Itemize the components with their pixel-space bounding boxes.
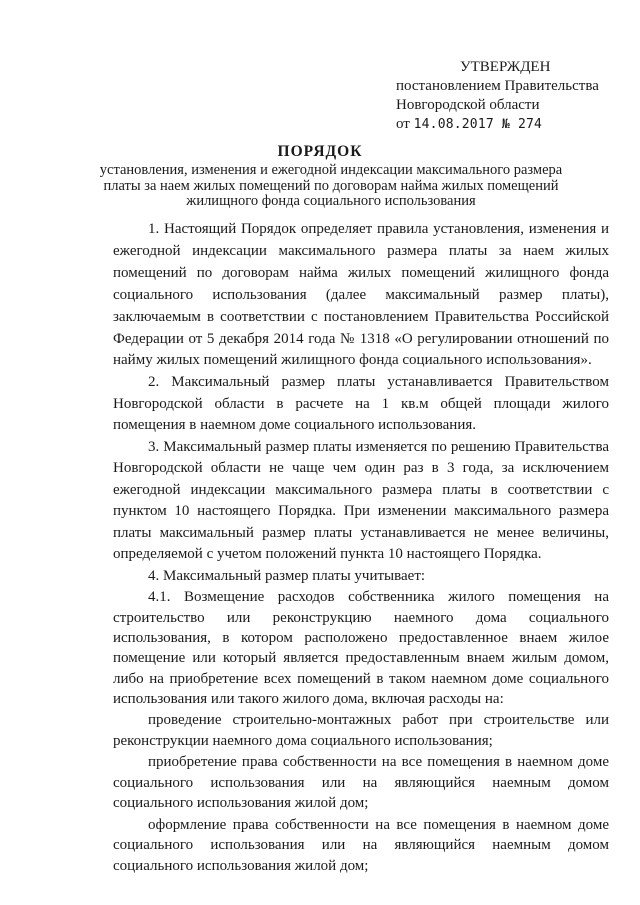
- paragraph-4: 4. Максимальный размер платы учитывает:: [148, 567, 426, 584]
- approval-date-value: 14.08.2017 № 274: [413, 117, 543, 132]
- document-body: [113, 219, 609, 876]
- approval-stamp: [396, 58, 626, 134]
- approval-date-line: [396, 115, 626, 134]
- paragraph-1: 1. Настоящий Порядок определяет правила установления, изменения и ежегодной индексации максимального размера платы за наем жилых помещений по договорам найма жилых помещений жилищного фонда социального использования (далее максимальный размер платы), заключаемым в соответствии с постановлением Правительства Российской Федерации от 5 декабря 2014 года № 1318 «О регулировании отношений по найму жилых помещений жилищного фонда социального использования».: [113, 221, 609, 369]
- approval-heading: УТВЕРЖДЕН: [460, 59, 551, 75]
- approval-date-prefix: от: [396, 116, 410, 132]
- document-subtitle: установления, изменения и ежегодной индексации максимального размера платы за наем жилых помещений по договорам найма жилых помещений жилищного фонда социального использования: [99, 162, 563, 209]
- document-title: ПОРЯДОК: [277, 143, 363, 160]
- paragraph-2: 2. Максимальный размер платы устанавливается Правительством Новгородской области в расчете на 1 кв.м общей площади жилого помещения в наемном доме социального использования.: [113, 374, 609, 434]
- paragraph-3: 3. Максимальный размер платы изменяется по решению Правительства Новгородской области не чаще чем один раз в 3 года, за исключением ежегодной индексации максимального размера платы в соответствии с пунктом 10 настоящего Порядка. При изменении максимального размера платы максимальный размер платы устанавливается не менее величины, определяемой с учетом положений пункта 10 настоящего Порядка.: [113, 438, 609, 563]
- sub-item-3: оформление права собственности на все помещения в наемном доме социального использования или на являющийся наемным домом социального использования жилой дом;: [113, 816, 609, 874]
- sub-item-2: приобретение права собственности на все помещения в наемном доме социального использования или на являющийся наемным домом социального использования жилой дом;: [113, 754, 609, 812]
- approval-line-1: постановлением Правительства: [396, 78, 599, 94]
- paragraph-4-1: 4.1. Возмещение расходов собственника жилого помещения на строительство или реконструкцию наемного дома социального использования, в котором расположено предоставленное внаем жилое помещение или который является предоставленным внаем жилым домом, либо на приобретение всех помещений в таком наемном доме социального использования или такого жилого дома, включая расходы на:: [113, 589, 609, 707]
- approval-line-2: Новгородской области: [396, 97, 540, 113]
- sub-item-1: проведение строительно-монтажных работ при строительстве или реконструкции наемного дома социального использования;: [113, 712, 609, 749]
